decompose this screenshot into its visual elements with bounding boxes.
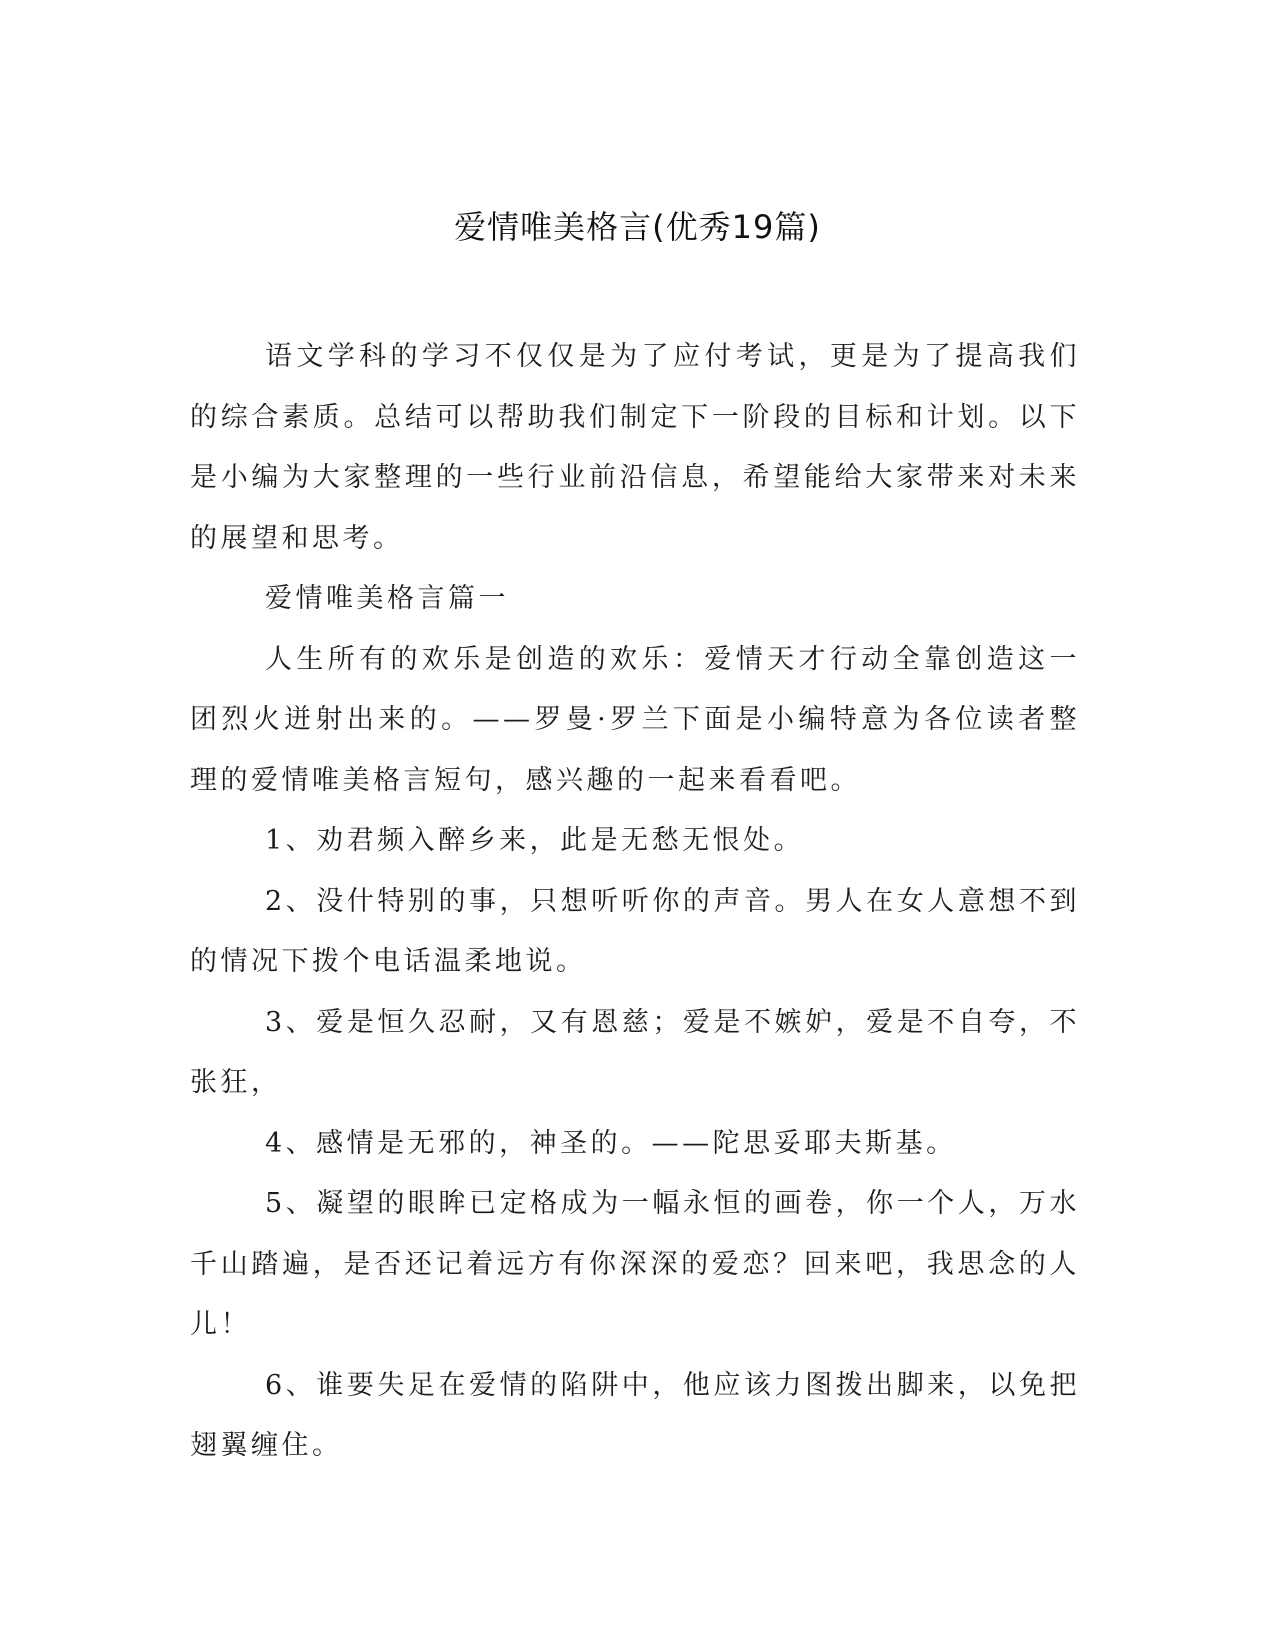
quote-paragraph: 人生所有的欢乐是创造的欢乐：爱情天才行动全靠创造这一团烈火迸射出来的。——罗曼·罗兰下面是小编特意为各位读者整理的爱情唯美格言短句，感兴趣的一起来看看吧。	[190, 643, 1080, 796]
section-heading: 爱情唯美格言篇一	[265, 583, 509, 614]
list-item-5: 5、凝望的眼眸已定格成为一幅永恒的画卷，你一个人，万水千山踏遍，是否还记着远方有你深深的爱恋？回来吧，我思念的人儿！	[190, 1188, 1080, 1340]
document-title: 爱情唯美格言(优秀19篇)	[454, 208, 821, 246]
document-body	[190, 327, 1080, 1477]
list-item-6: 6、谁要失足在爱情的陷阱中，他应该力图拨出脚来，以免把翅翼缠住。	[190, 1369, 1080, 1461]
list-item-2: 2、没什特别的事，只想听听你的声音。男人在女人意想不到的情况下拨个电话温柔地说。	[190, 885, 1080, 977]
intro-paragraph: 语文学科的学习不仅仅是为了应付考试，更是为了提高我们的综合素质。总结可以帮助我们制定下一阶段的目标和计划。以下是小编为大家整理的一些行业前沿信息，希望能给大家带来对未来的展望和思考。	[190, 341, 1080, 554]
list-item-1: 1、劝君频入醉乡来，此是无愁无恨处。	[265, 825, 805, 856]
list-item-3: 3、爱是恒久忍耐，又有恩慈；爱是不嫉妒，爱是不自夸，不张狂，	[190, 1006, 1080, 1098]
list-item-4: 4、感情是无邪的，神圣的。——陀思妥耶夫斯基。	[265, 1127, 957, 1159]
